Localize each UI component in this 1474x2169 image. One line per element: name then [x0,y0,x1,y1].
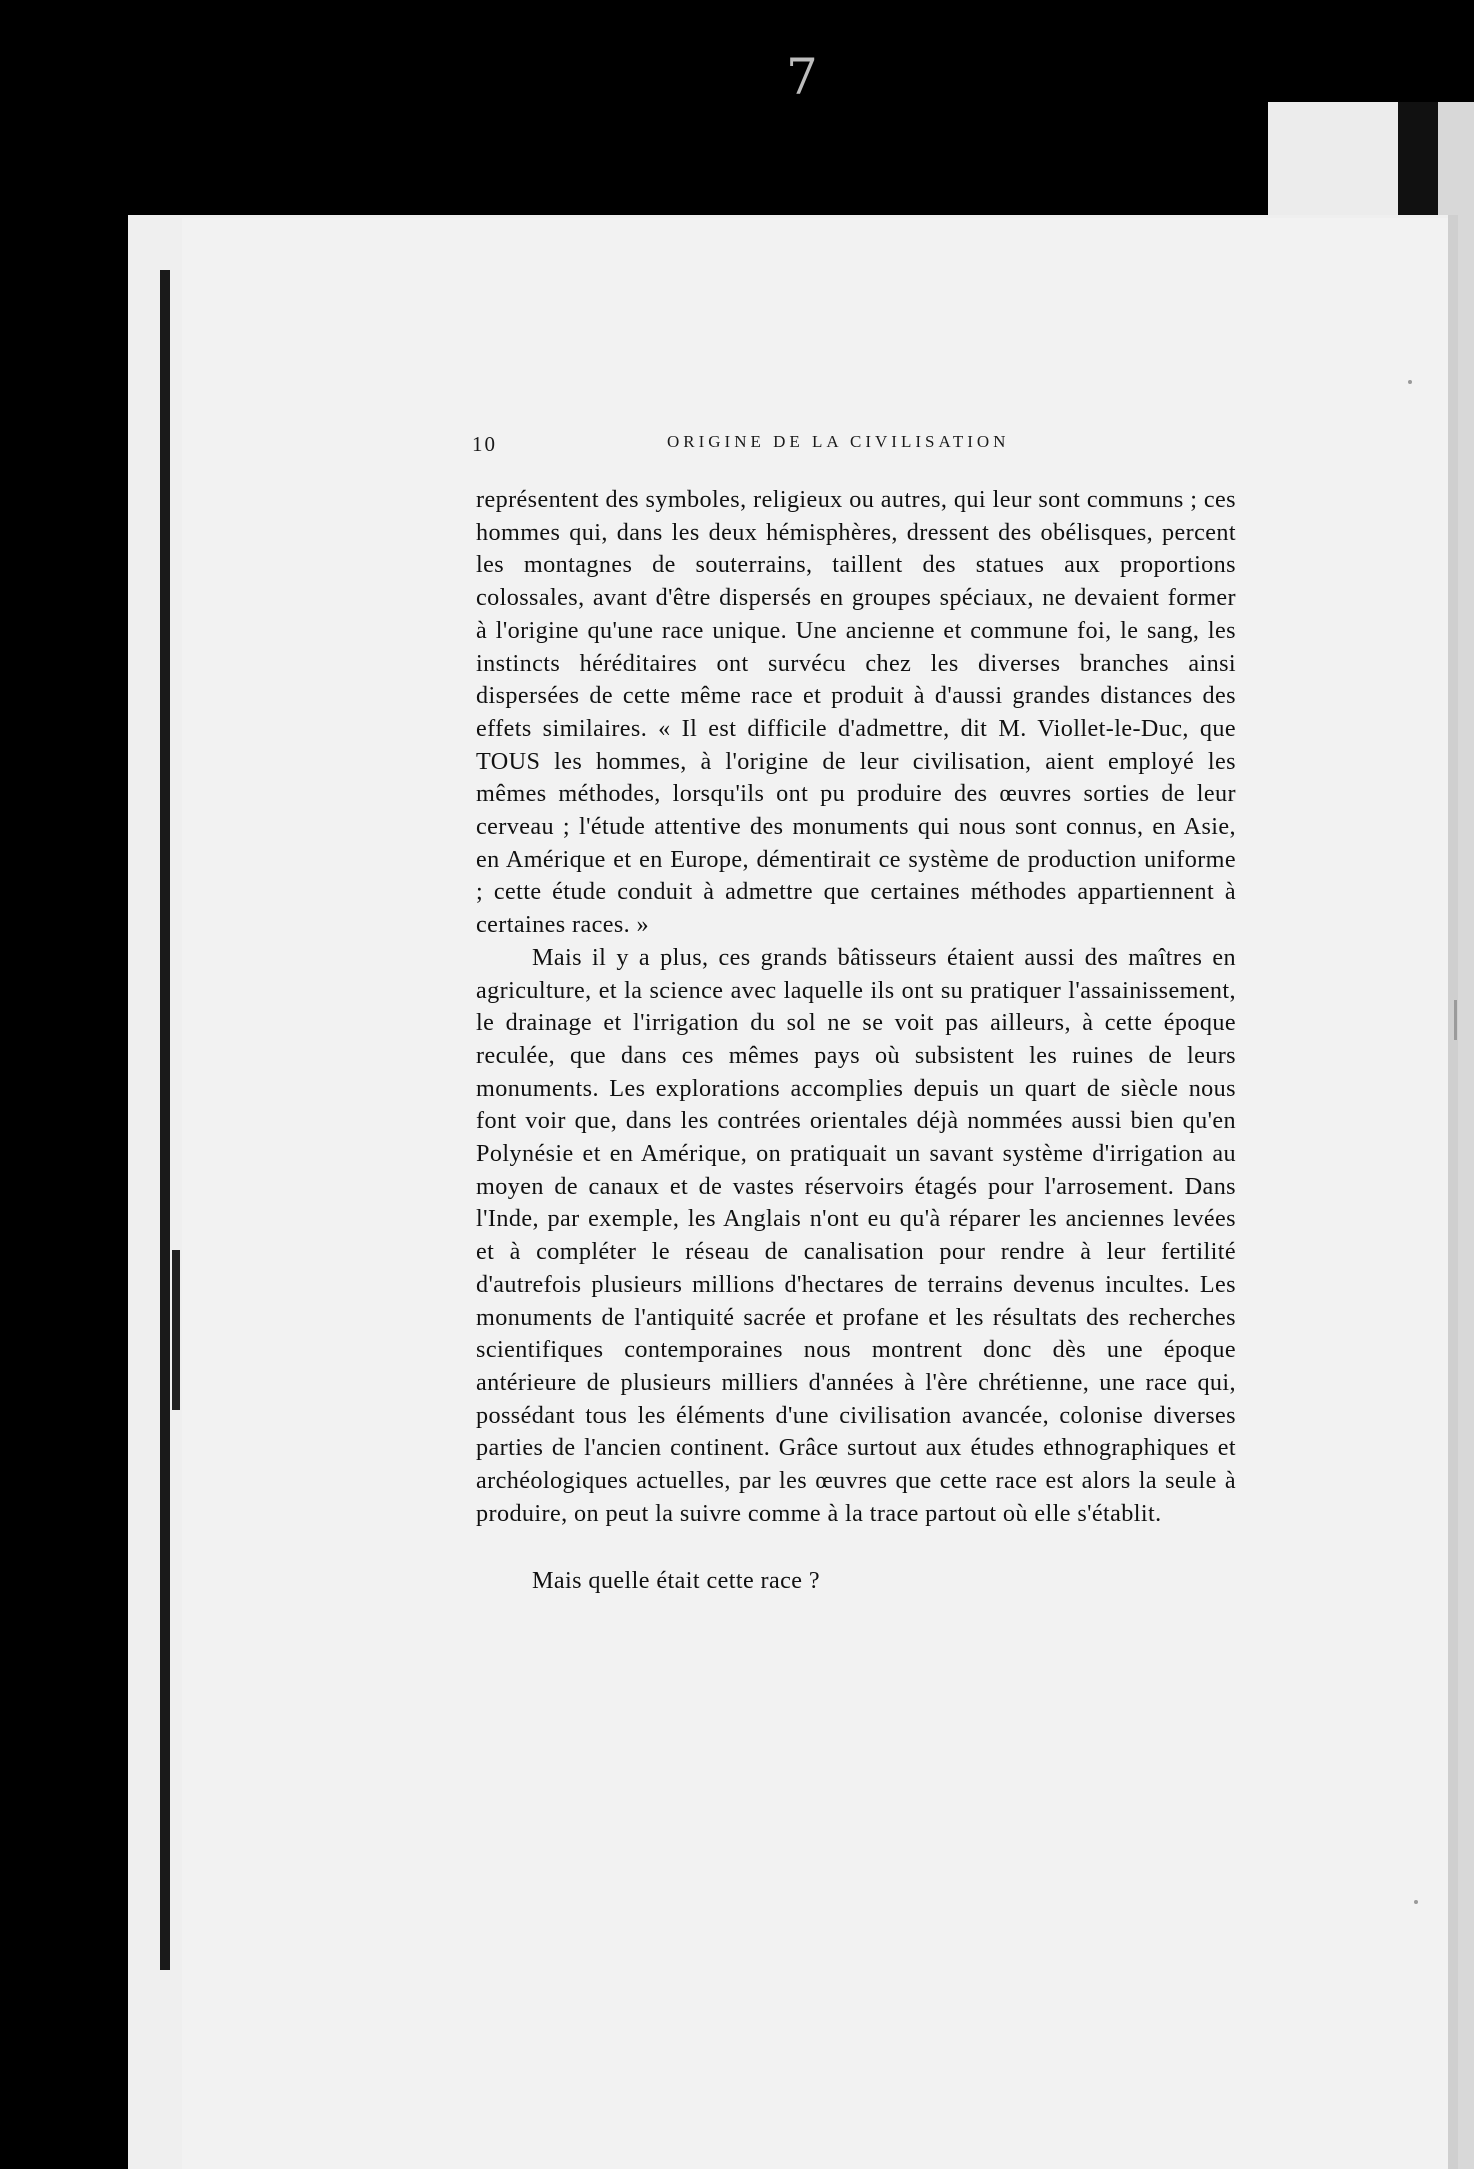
paragraph: représentent des symboles, religieux ou autres, qui leur sont communs ; ces hommes qui, dans les deux hémisphères, dressent des obélisques, percent les montagnes de souterrains, taillent des statues aux proportions colossales, avant d'être dispersés en groupes spéciaux, ne devaient former à l'origine qu'une race unique. Une ancienne et commune foi, le sang, les instincts héréditaires ont survécu chez les diverses branches ainsi dispersées de cette même race et produit à d'aussi grandes distances des effets similaires. « Il est difficile d'admettre, dit M. Viollet-le-Duc, que TOUS les hommes, à l'origine de leur civilisation, aient employé les mêmes méthodes, lorsqu'ils ont pu produire des œuvres sorties de leur cerveau ; l'étude attentive des monuments qui nous sont connus, en Asie, en Amérique et en Europe, démentirait ce système de production uniforme ; cette étude conduit à admettre que certaines méthodes appartiennent à certaines races. » [476,486,1236,939]
scan-speck [1454,1000,1457,1040]
body-text [476,484,1236,1597]
facing-page-highlight [1268,102,1398,222]
binding-shadow [160,270,170,1970]
paragraph: Mais quelle était cette race ? [532,1566,820,1594]
page-right-edge [1448,215,1458,2169]
scan-speck [1408,380,1412,384]
scan-speck [1414,1900,1418,1904]
paragraph: Mais il y a plus, ces grands bâtisseurs étaient aussi des maîtres en agriculture, et la science avec laquelle ils ont su pratiquer l'assainissement, le drainage et l'irrigation du sol ne se voit pas ailleurs, à cette époque reculée, que dans ces mêmes pays où subsistent les ruines de leurs monuments. Les explorations accomplies depuis un quart de siècle nous font voir que, dans les contrées orientales déjà nommées aussi bien qu'en Polynésie et en Amérique, on pratiquait un savant système d'irrigation au moyen de canaux et de vastes réservoirs étagés pour l'arrosement. Dans l'Inde, par exemple, les Anglais n'ont eu qu'à réparer les anciennes levées et à compléter le réseau de canalisation pour rendre à leur fertilité d'autrefois plusieurs millions d'hectares de terrains devenus incultes. Les monuments de l'antiquité sacrée et profane et les résultats des recherches scientifiques contemporaines nous montrent donc dès une époque antérieure de plusieurs milliers d'années à l'ère chrétienne, une race qui, possédant tous les éléments d'une civilisation avancée, colonise diverses parties de l'ancien continent. Grâce surtout aux études ethnographiques et archéologiques actuelles, par les œuvres que cette race est alors la seule à produire, on peut la suivre comme à la trace partout où elle s'établit. [476,943,1236,1527]
page-number: 10 [472,432,497,456]
running-title: ORIGINE DE LA CIVILISATION [667,432,1010,451]
corner-mark: 7 [786,48,818,106]
binding-shadow-detail [172,1250,180,1410]
